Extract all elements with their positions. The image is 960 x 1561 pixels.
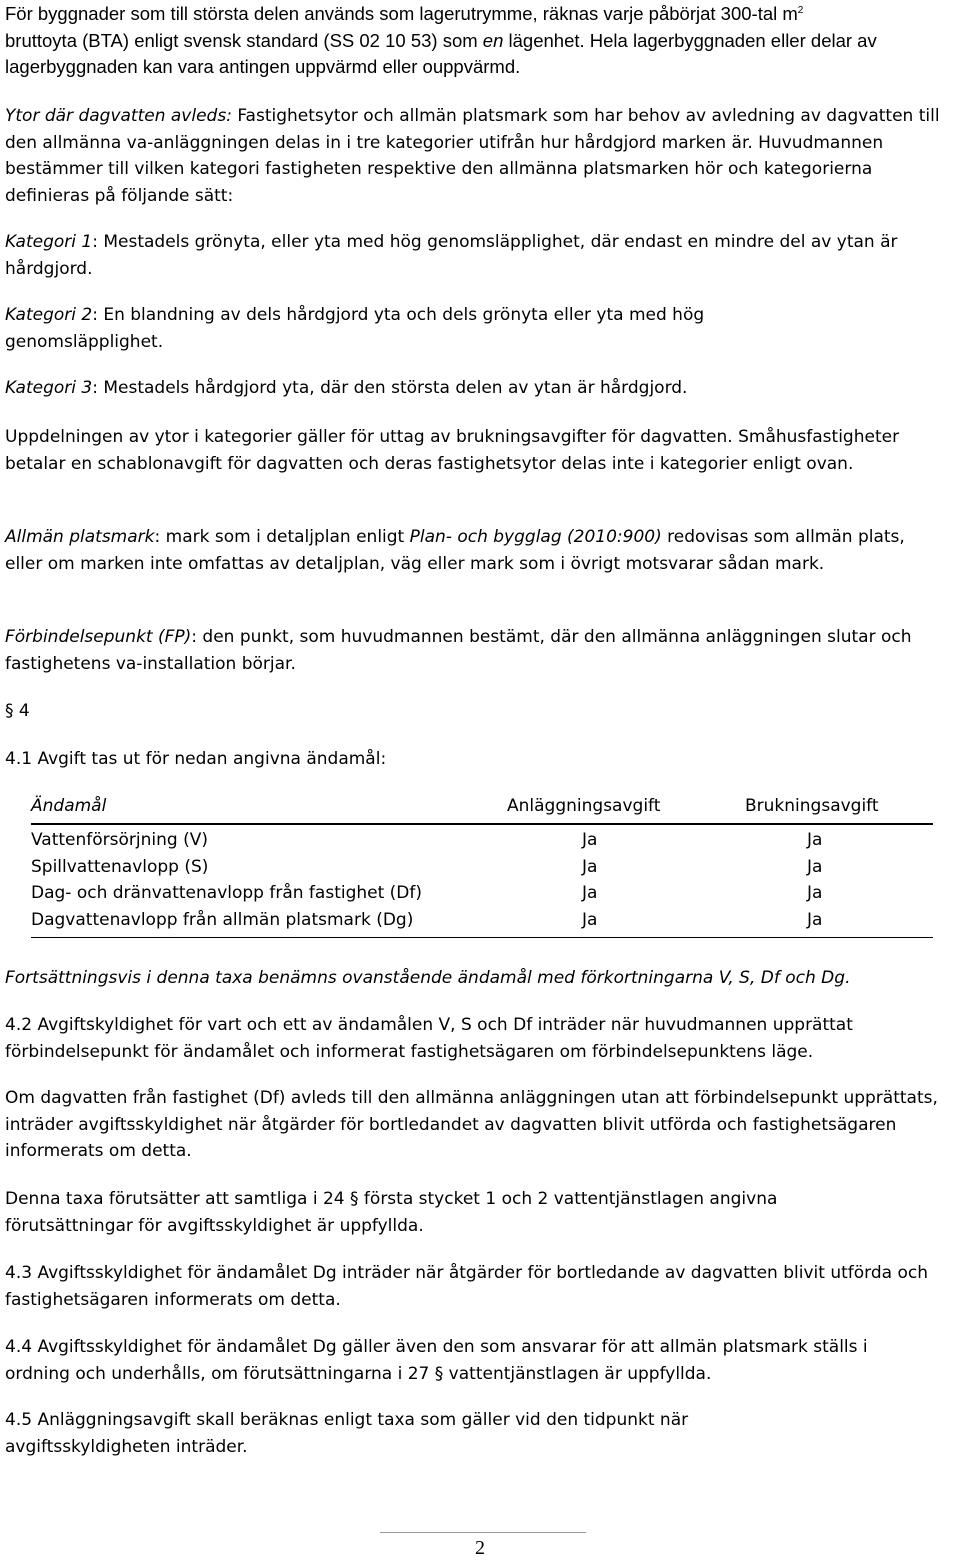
cell-andamal: Dag- och dränvattenavlopp från fastighet (Df) <box>31 883 423 903</box>
cell-andamal: Vattenförsörjning (V) <box>31 830 208 850</box>
paragraph-4-2-b: Om dagvatten från fastighet (Df) avleds till den allmänna anläggningen utan att förbindelsepunkt upprättats, inträder avgiftsskyldighet när åtgärder för bortledandet av dagvatten blivit utförda och fastighetsägaren informerats om detta. <box>5 1088 938 1161</box>
kategori-3-term: Kategori 3 <box>5 378 93 398</box>
table-row <box>31 827 933 854</box>
paragraph-4-3: 4.3 Avgiftsskyldighet för ändamålet Dg inträder när åtgärder för bortledande av dagvatten blivit utförda och fastighetsägaren informerats om detta. <box>5 1263 928 1310</box>
intro-text-3: lägenhet. Hela lagerbyggnaden eller delar av lagerbyggnaden kan vara antingen uppvärmd eller ouppvärmd. <box>5 29 877 77</box>
paragraph-4-4: 4.4 Avgiftsskyldighet för ändamålet Dg gäller även den som ansvarar för att allmän platsmark ställs i ordning och underhålls, om förutsättningarna i 27 § vattentjänstlagen är uppfyllda. <box>5 1337 868 1384</box>
ytor-paragraph <box>5 103 950 209</box>
paragraph-4-2-c: Denna taxa förutsätter att samtliga i 24 § första stycket 1 och 2 vattentjänstlagen angivna förutsättningar för avgiftsskyldighet är uppfyllda. <box>5 1189 778 1236</box>
allman-text-b: redovisas som allmän plats, eller om marken inte omfattas av detaljplan, väg eller mark som i övrigt motsvarar sådan mark. <box>5 527 905 574</box>
footer-rule <box>380 1532 586 1533</box>
kategori-1-term: Kategori 1 <box>5 232 93 252</box>
fortsattningsvis-text: Fortsättningsvis i denna taxa benämns ovanstående ändamål med förkortningarna V, S, Df och Dg. <box>5 968 851 988</box>
intro-emphasis: en <box>482 29 504 51</box>
ytor-term: Ytor där dagvatten avleds: <box>5 106 232 126</box>
cell-anlaggning: Ja <box>582 856 598 877</box>
kategori-1-text: : Mestadels grönyta, eller yta med hög genomsläpplighet, där endast en mindre del av ytan är hårdgjord. <box>5 232 898 279</box>
allman-platsmark-paragraph <box>5 524 915 577</box>
cell-anlaggning: Ja <box>582 883 598 903</box>
header-brukningsavgift: Brukningsavgift <box>745 796 879 816</box>
page-number: 2 <box>475 1537 485 1559</box>
paragraph-4-1: 4.1 Avgift tas ut för nedan angivna ändamål: <box>5 749 387 769</box>
uppdelning-paragraph: Uppdelningen av ytor i kategorier gäller för uttag av brukningsavgifter för dagvatten. Småhusfastigheter betalar en schablonavgift för dagvatten och deras fastighetsytor delas inte i kategorier enligt ovan. <box>5 427 900 474</box>
forbindelse-text: : den punkt, som huvudmannen bestämt, där den allmänna anläggningen slutar och fastighetens va-installation börjar. <box>5 627 912 674</box>
cell-brukning: Ja <box>807 856 823 877</box>
cell-anlaggning: Ja <box>582 830 598 850</box>
ytor-text: Fastighetsytor och allmän platsmark som har behov av avledning av dagvatten till den allmänna va-anläggningen delas in i tre kategorier utifrån hur hårdgjord marken är. Huvudmannen bestämmer till vilken kategori fastigheten respektive den allmänna platsmarken hör och kategorierna definieras på följande sätt: <box>5 106 940 206</box>
superscript-2: 2 <box>797 5 804 16</box>
table-header <box>31 793 933 825</box>
fortsattningsvis-note <box>5 965 955 992</box>
table-row <box>31 854 933 881</box>
header-andamal: Ändamål <box>31 796 107 816</box>
allman-term: Allmän platsmark <box>5 527 155 547</box>
cell-andamal: Dagvattenavlopp från allmän platsmark (Dg) <box>31 909 414 930</box>
table-row <box>31 880 933 907</box>
kategori-3-text: : Mestadels hårdgjord yta, där den största delen av ytan är hårdgjord. <box>92 378 688 398</box>
forbindelse-term: Förbindelsepunkt (FP) <box>5 627 192 647</box>
cell-brukning: Ja <box>807 909 823 930</box>
cell-brukning: Ja <box>807 830 823 850</box>
kategori-1 <box>5 229 940 282</box>
table-row <box>31 907 933 934</box>
forbindelsepunkt-paragraph <box>5 624 930 677</box>
paragraph-4-5: 4.5 Anläggningsavgift skall beräknas enligt taxa som gäller vid den tidpunkt när avgiftsskyldigheten inträder. <box>5 1410 689 1457</box>
allman-text-a: : mark som i detaljplan enligt <box>154 527 410 547</box>
cell-brukning: Ja <box>807 883 823 903</box>
kategori-3 <box>5 375 955 402</box>
kategori-2-term: Kategori 2 <box>5 305 93 325</box>
section-heading: § 4 <box>5 701 30 721</box>
paragraph-4-2: 4.2 Avgiftskyldighet för vart och ett av ändamålen V, S och Df inträder när huvudmannen upprättat förbindelsepunkt för ändamålet och informerat fastighetsägaren om förbindelsepunktens läge. <box>5 1015 853 1062</box>
kategori-2 <box>5 302 805 355</box>
table-bottom-rule <box>31 937 933 938</box>
cell-anlaggning: Ja <box>582 909 598 930</box>
kategori-2-text: : En blandning av dels hårdgjord yta och dels grönyta eller yta med hög genomsläpplighet. <box>5 305 705 352</box>
header-anlaggningsavgift: Anläggningsavgift <box>507 796 661 816</box>
intro-paragraph <box>5 1 960 81</box>
avgift-table <box>31 793 933 933</box>
cell-andamal: Spillvattenavlopp (S) <box>31 856 209 877</box>
intro-text-2: bruttoyta (BTA) enligt svensk standard (SS 02 10 53) som <box>5 29 483 51</box>
intro-text-1: För byggnader som till största delen används som lagerutrymme, räknas varje påbörjat 300-tal m <box>5 3 798 24</box>
allman-law: Plan- och bygglag (2010:900) <box>409 527 662 547</box>
